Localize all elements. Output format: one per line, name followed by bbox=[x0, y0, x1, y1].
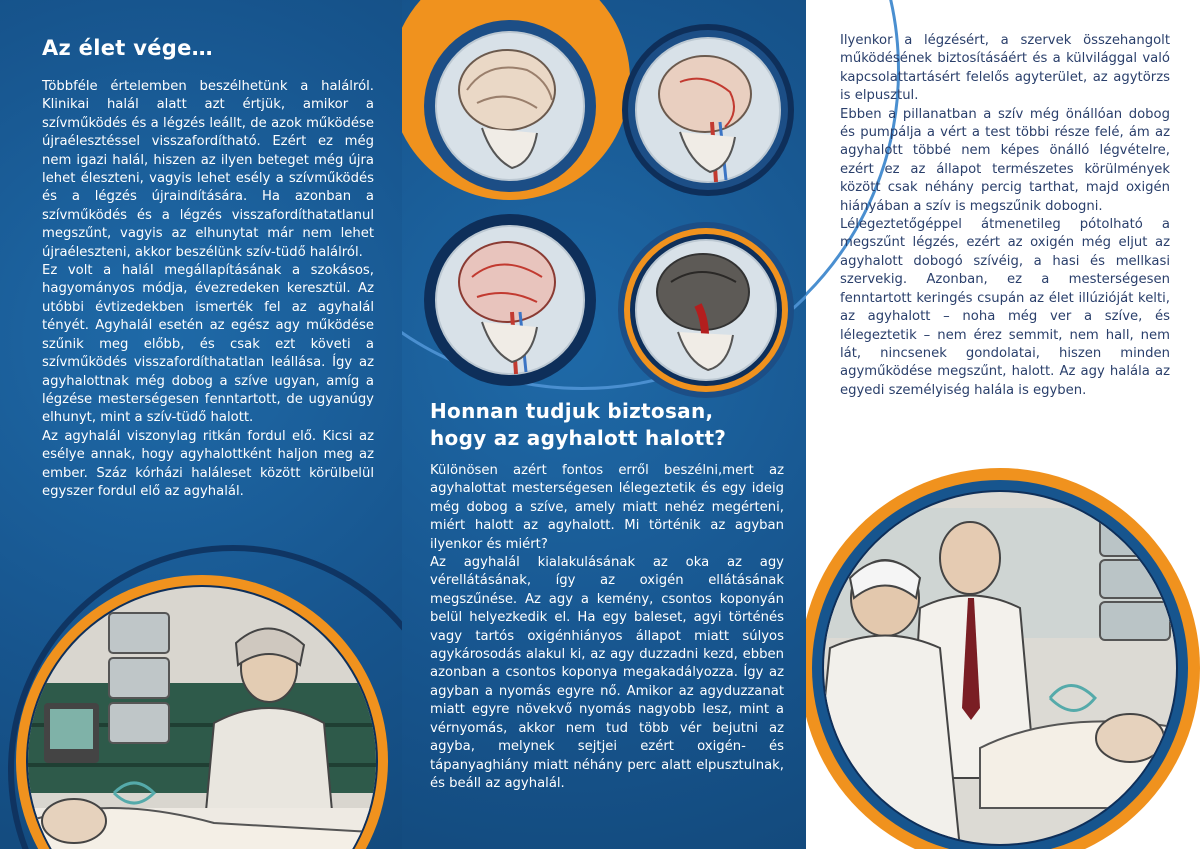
brain-illustration-brain-death bbox=[616, 220, 796, 400]
right-body-text bbox=[840, 32, 1170, 400]
brain-illustration-swelling bbox=[422, 212, 598, 388]
middle-heading bbox=[430, 398, 790, 452]
left-panel bbox=[0, 0, 402, 849]
right-paragraph-3: Lélegeztetőgéppel átmenetileg pótolható a megszűnt légzés, ezért az oxigén még eljut az agyhalott dobogó szívéig, a hasi és mellkasi szervekig. Azonban, ez a mesterségesen fenntartott keringés csupán az élet illúzióját kelti, az agyhalott – noha még ver a szíve, és lélegeztetik – nem érez semmit, nem hall, nem lát, nincsenek gondolatai, hiszen minden agyműködése megszűnt, halott. Az agy halála az egyedi személyiség halála is egyben. bbox=[840, 217, 1170, 398]
right-panel bbox=[806, 0, 1200, 849]
middle-paragraph-2: Az agyhalál kialakulásának az oka az agy vérellátásának, így az oxigén ellátásának megszűnése. Az agy a kemény, csontos koponyán belül helyezkedik el. Ha egy baleset, agyi történés vagy tartós oxigénhiányos állapot miatt súlyos agykárosodás alakul ki, az agy duzzadni kezd, ebben azonban a csontos koponya megakadályozza. Így az agyban a nyomás egyre nő. Amikor az agyduzzanat miatt egyre növekvő nyomás nagyobb lesz, mint a vérnyomás, akkor nem tud több vér bejutni az agyba, melynek sejtjei ezért oxigén- és tápanyaghiány miatt néhány perc alatt elpusztulnak, és beáll az agyhalál. bbox=[430, 555, 784, 791]
middle-heading-line1: Honnan tudjuk biztosan, bbox=[430, 399, 714, 423]
left-paragraph-2: Ez volt a halál megállapításának a szokásos, hagyományos módja, évezredeken keresztül. Az utóbbi évtizedekben ismerték fel az agyhalál tényét. Agyhalál esetén az egész agy működése szűnik meg előbb, és csak ezt követi a szívműködés visszafordíthatatlan leállása. Így az agyhalottnak még dobog a szíve ugyan, amíg a légzése mesterségesen fenntartott, de ugyanúgy elhunyt, mint a szív-tüdő halott. bbox=[42, 263, 374, 426]
left-paragraph-3: Az agyhalál viszonylag ritkán fordul elő. Kicsi az esélye annak, hogy agyhalottként haljon meg az ember. Száz kórházi haláleset között körülbelül egyszer fordul elő az agyhalál. bbox=[42, 428, 374, 499]
middle-panel bbox=[402, 0, 806, 849]
left-paragraph-1: Többféle értelemben beszélhetünk a halálról. Klinikai halál alatt azt értjük, amikor a szívműködés és a légzés leállt, de azok működése újraélesztéssel visszafordítható. Ezért ez még nem igazi halál, hiszen az ilyen beteget még újra lehet éleszteni, vagyis lehet esély a szívműködés és a légzés újraindítására. Ha azonban a szívműködés és a légzés visszafordíthatatlanul megszűnt, vagyis az elhunytat már nem lehet újraéleszteni, akkor beszélünk szív-tüdő halálról. bbox=[42, 79, 374, 260]
left-heading: Az élet vége… bbox=[42, 36, 213, 60]
right-paragraph-2: Ebben a pillanatban a szív még önállóan dobog és pumpálja a vért a test többi része felé, ám az agyhalott többé nem képes önálló légvételre, ezért ez az állapot természetes körülmények között csak néhány percig tarthat, majd oxigén hiányában a szív is megszűnik dobogni. bbox=[840, 106, 1170, 214]
brain-illustration-healthy bbox=[422, 18, 598, 194]
middle-heading-line2: hogy az agyhalott halott? bbox=[430, 426, 727, 450]
doctors-icu-illustration bbox=[806, 448, 1200, 848]
left-body-text bbox=[42, 78, 374, 501]
middle-paragraph-1: Különösen azért fontos erről beszélni,mert az agyhalottat mesterségesen lélegeztetik és egy ideig még dobog a szíve, amely miatt nehéz megérteni, miért halott az agyhalott. Mi történik az agyban ilyenkor és miért? bbox=[430, 463, 784, 552]
middle-body-text bbox=[430, 462, 784, 793]
brain-illustration-blood-flow bbox=[620, 22, 796, 198]
right-paragraph-1: Ilyenkor a légzésért, a szervek összehangolt működésének biztosításáért és a külvilággal való kapcsolattartásért felelős agyterület, az agytörzs is elpusztul. bbox=[840, 33, 1170, 104]
nurse-patient-illustration bbox=[14, 573, 390, 849]
